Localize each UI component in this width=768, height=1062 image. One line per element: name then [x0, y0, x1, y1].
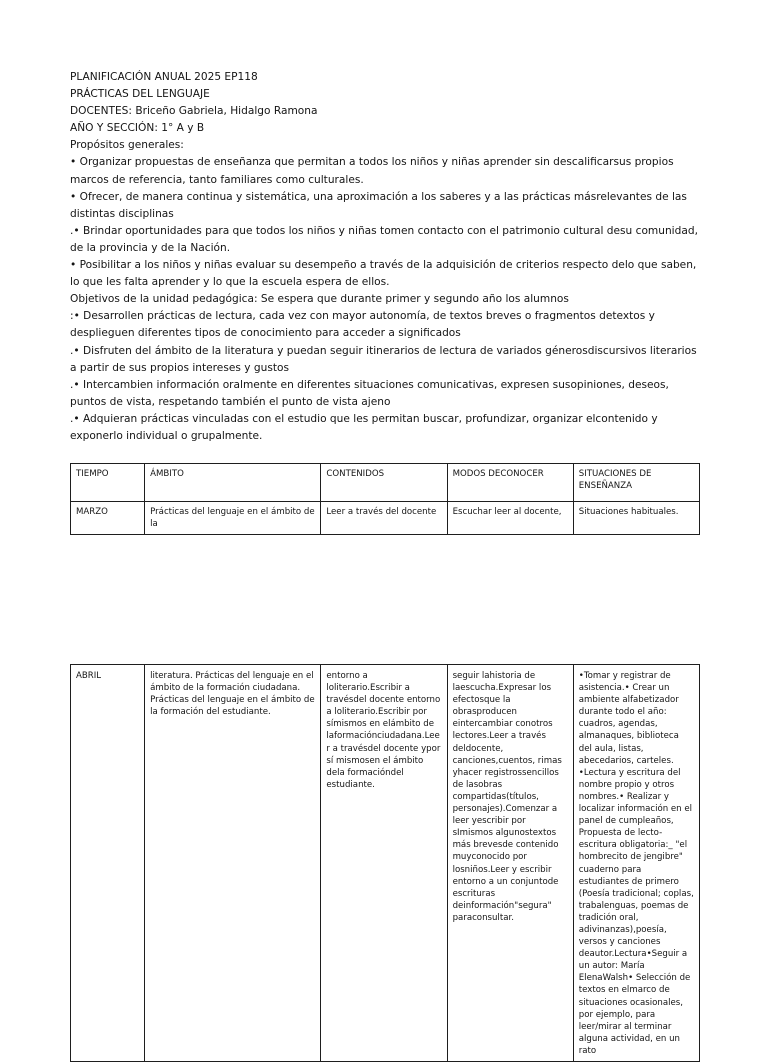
document-title: PLANIFICACIÓN ANUAL 2025 EP118 [70, 71, 258, 83]
table-header-row [71, 464, 700, 502]
teachers-line: DOCENTES: Briceño Gabriela, Hidalgo Ramona [70, 105, 318, 118]
planning-header [70, 69, 706, 445]
general-purposes-heading: Propósitos generales: [70, 139, 184, 152]
header-contenidos: CONTENIDOS [321, 464, 447, 502]
purpose-item: • Organizar propuestas de enseñanza que permitan a todos los niños y niñas aprender sin descalificarsus propios marcos de referencia, tanto familiares como culturales. [70, 156, 674, 186]
grade-line: AÑO Y SECCIÓN: 1° A y B [70, 122, 205, 135]
cell-tiempo: ABRIL [71, 665, 145, 1062]
cell-situaciones: •Tomar y registrar de asistencia.• Crear un ambiente alfabetizador durante todo el año: cuadros, agendas, almanaques, biblioteca del aula, listas, abecedarios, carteles. •Lectura y escritura del nombre propio y otros nombres.• Realizar y localizar información en el panel de cumpleaños, Propuesta de lecto-escritura obligatoria:_ "el hombrecito de jengibre" cuaderno para estudiantes de primero (Poesía tradicional; coplas, trabalenguas, poemas de tradición oral, adivinanzas),poesía, versos y canciones deautor.Lectura•Seguir a un autor: María ElenaWalsh• Selección de textos en elmarco de situaciones ocasionales, por ejemplo, para leer/mirar al terminar alguna actividad, en un rato [573, 665, 699, 1062]
cell-tiempo: MARZO [71, 502, 145, 535]
planning-table-continued [70, 664, 700, 1062]
cell-contenidos: entorno a loliterario.Escribir a travésdel docente entorno a loliterario.Escribir por símismos en elámbito de laformaciónciudadana.Leer a travésdel docente ypor sí mismosen el ámbito dela formacióndel estudiante. [321, 665, 447, 1062]
purpose-item: • Ofrecer, de manera continua y sistemática, una aproximación a los saberes y a las prácticas másrelevantes de las distintas disciplinas [70, 190, 687, 220]
cell-modos: Escuchar leer al docente, [447, 502, 573, 535]
table-row [71, 665, 700, 1062]
purpose-item: • Posibilitar a los niños y niñas evaluar su desempeño a través de la adquisición de criterios respecto delo que saben, lo que les falta aprender y lo que la escuela espera de ellos. [70, 259, 697, 289]
cell-contenidos: Leer a través del docente [321, 502, 447, 535]
planning-table [70, 463, 700, 535]
header-tiempo: TIEMPO [71, 464, 145, 502]
objectives-heading: Objetivos de la unidad pedagógica: Se espera que durante primer y segundo año los alumnos [70, 293, 569, 306]
cell-modos: seguir lahistoria de laescucha.Expresar los efectosque la obrasproducen eintercambiar conotros lectores.Leer a través deldocente, canciones,cuentos, rimas yhacer registrossencillos de lasobras compartidas(títulos, personajes).Comenzar a leer yescribir por sImismos algunostextos más brevesde contenido muyconocido por losniños.Leer y escribir entorno a un conjuntode escrituras deinformación"segura" paraconsultar. [447, 665, 573, 1062]
objective-item: .• Intercambien información oralmente en diferentes situaciones comunicativas, expresen susopiniones, deseos, puntos de vista, respetando también el punto de vista ajeno [70, 378, 669, 408]
cell-situaciones: Situaciones habituales. [573, 502, 699, 535]
objective-item: :• Desarrollen prácticas de lectura, cada vez con mayor autonomía, de textos breves o fragmentos detextos y desplieguen diferentes tipos de conocimiento para acceder a significados [70, 310, 655, 340]
cell-ambito: Prácticas del lenguaje en el ámbito de la [145, 502, 321, 535]
header-modos-de-conocer: MODOS DECONOCER [447, 464, 573, 502]
objective-item: .• Disfruten del ámbito de la literatura y puedan seguir itinerarios de lectura de variados génerosdiscursivos literarios a partir de sus propios intereses y gustos [70, 344, 697, 374]
objective-item: .• Adquieran prácticas vinculadas con el estudio que les permitan buscar, profundizar, organizar elcontenido y exponerlo individual o grupalmente. [70, 412, 658, 442]
cell-ambito: literatura. Prácticas del lenguaje en el ámbito de la formación ciudadana. Prácticas del lenguaje en el ámbito de la formación del estudiante. [145, 665, 321, 1062]
header-ambito: ÁMBITO [145, 464, 321, 502]
header-situaciones: SITUACIONES DE ENSEÑANZA [573, 464, 699, 502]
subject-line: PRÁCTICAS DEL LENGUAJE [70, 88, 210, 101]
table-row [71, 502, 700, 535]
purpose-item: .• Brindar oportunidades para que todos los niños y niñas tomen contacto con el patrimonio cultural desu comunidad, de la provincia y de la Nación. [70, 224, 698, 254]
